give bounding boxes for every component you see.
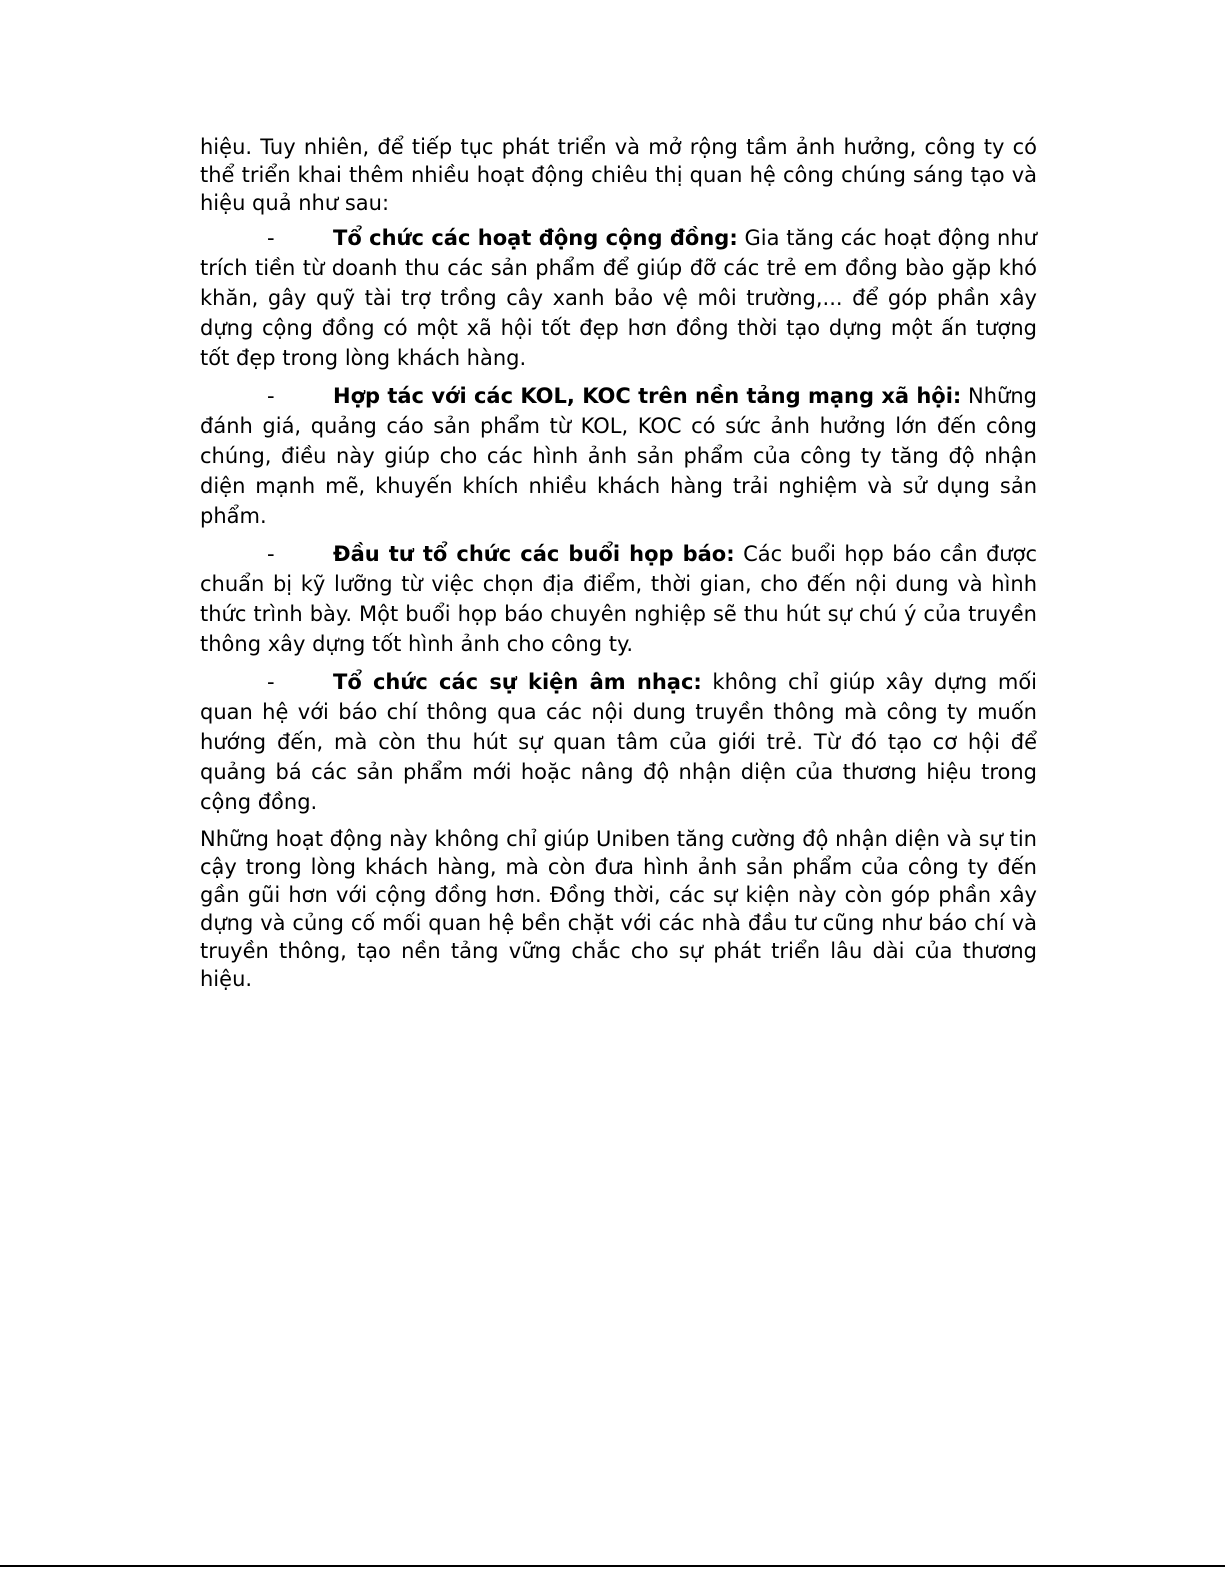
bullet-text: không chỉ giúp xây dựng mối quan hệ với báo chí thông qua các nội dung truyền thông mà công ty muốn hướng đến, mà còn thu hút sự quan tâm của giới trẻ. Từ đó tạo cơ hội để quảng bá các sản phẩm mới hoặc nâng độ nhận diện của thương hiệu trong cộng đồng. xyxy=(200,670,1037,814)
bullet-kol-koc xyxy=(200,381,1037,531)
bullet-music-events xyxy=(200,667,1037,817)
bullet-title: Tổ chức các sự kiện âm nhạc: xyxy=(333,670,702,694)
bullet-community-activities xyxy=(200,223,1037,373)
closing-paragraph: Những hoạt động này không chỉ giúp Uniben tăng cường độ nhận diện và sự tin cậy trong lòng khách hàng, mà còn đưa hình ảnh sản phẩm của công ty đến gần gũi hơn với cộng đồng hơn. Đồng thời, các sự kiện này còn góp phần xây dựng và củng cố mối quan hệ bền chặt với các nhà đầu tư cũng như báo chí và truyền thông, tạo nền tảng vững chắc cho sự phát triển lâu dài của thương hiệu. xyxy=(200,827,1037,991)
bullet-text: Gia tăng các hoạt động như trích tiền từ doanh thu các sản phẩm để giúp đỡ các trẻ em đồng bào gặp khó khăn, gây quỹ tài trợ trồng cây xanh bảo vệ môi trường,... để góp phần xây dựng cộng đồng có một xã hội tốt đẹp hơn đồng thời tạo dựng một ấn tượng tốt đẹp trong lòng khách hàng. xyxy=(200,226,1037,370)
intro-paragraph: hiệu. Tuy nhiên, để tiếp tục phát triển và mở rộng tầm ảnh hưởng, công ty có thể triển khai thêm nhiều hoạt động chiêu thị quan hệ công chúng sáng tạo và hiệu quả như sau: xyxy=(200,135,1037,215)
bullet-text: Các buổi họp báo cần được chuẩn bị kỹ lưỡng từ việc chọn địa điểm, thời gian, cho đến nội dung và hình thức trình bày. Một buổi họp báo chuyên nghiệp sẽ thu hút sự chú ý của truyền thông xây dựng tốt hình ảnh cho công ty. xyxy=(200,542,1037,656)
bullet-title: Đầu tư tổ chức các buổi họp báo: xyxy=(333,542,735,566)
bullet-title: Tổ chức các hoạt động cộng đồng: xyxy=(333,226,738,250)
bullet-title: Hợp tác với các KOL, KOC trên nền tảng mạng xã hội: xyxy=(333,384,962,408)
bullet-text: Những đánh giá, quảng cáo sản phẩm từ KOL, KOC có sức ảnh hưởng lớn đến công chúng, điều này giúp cho các hình ảnh sản phẩm của công ty tăng độ nhận diện mạnh mẽ, khuyến khích nhiều khách hàng trải nghiệm và sử dụng sản phẩm. xyxy=(200,384,1037,528)
page-bottom-divider xyxy=(0,1565,1225,1567)
bullet-dash: - xyxy=(267,542,275,566)
bullet-press-conferences xyxy=(200,539,1037,659)
bullet-dash: - xyxy=(267,670,275,694)
bullet-dash: - xyxy=(267,226,275,250)
document-page-body xyxy=(200,133,1037,993)
bullet-dash: - xyxy=(267,384,275,408)
